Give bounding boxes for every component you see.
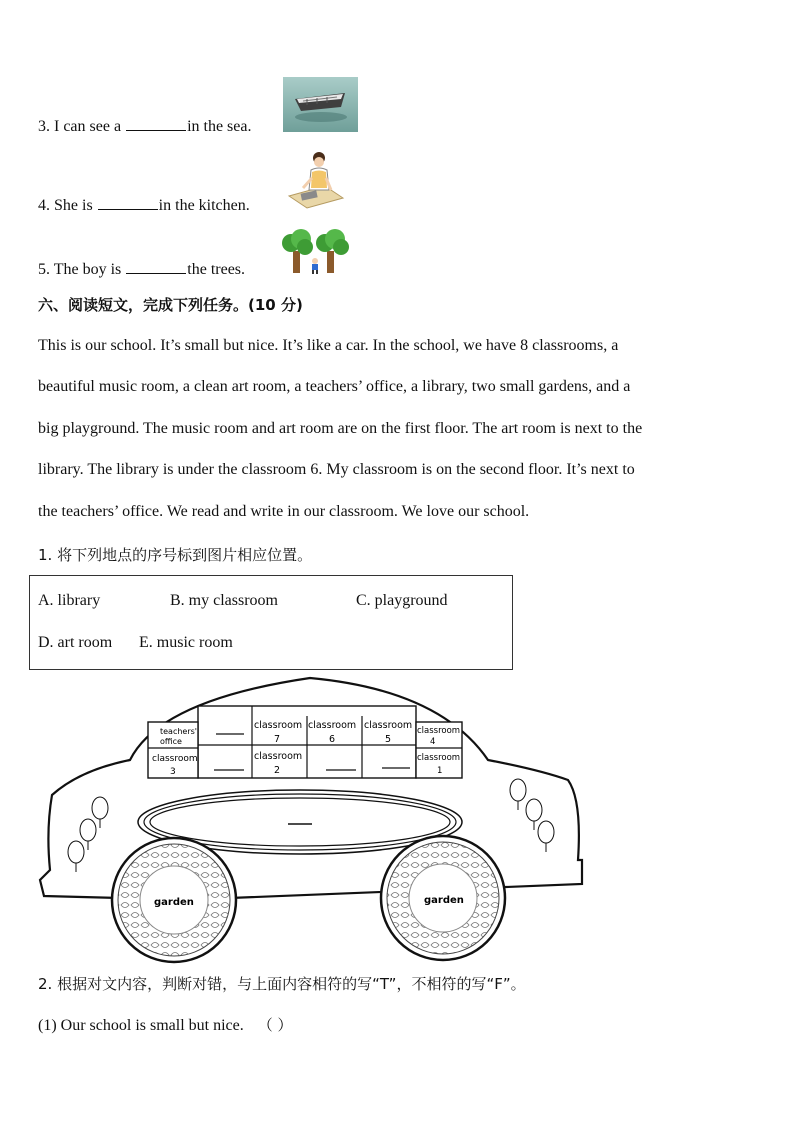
task2-instruction: 2. 根据对文内容，判断对错，与上面内容相符的写“T”，不相符的写“F”。 — [38, 975, 526, 993]
teachers-office-label: teachers' — [160, 727, 198, 736]
option-c: C. playground — [356, 592, 448, 609]
garden-right-label: garden — [424, 895, 464, 906]
exercise-4-text-end: in the kitchen. — [158, 197, 250, 214]
answer-blank[interactable] — [126, 116, 186, 131]
woman-cooking-picture — [285, 148, 347, 210]
teachers-office-label: office — [160, 737, 182, 746]
option-b: B. my classroom — [170, 592, 278, 609]
exercise-3 — [38, 116, 251, 136]
boat-picture — [283, 77, 358, 132]
classroom-3-number: 3 — [170, 767, 176, 777]
exercise-5-text: 5. The boy is — [38, 261, 126, 278]
exercise-5 — [38, 259, 245, 279]
answer-paren[interactable]: （ ） — [257, 1016, 293, 1034]
statement-1 — [38, 1014, 293, 1035]
school-car-diagram — [38, 672, 588, 964]
classroom-2-number: 2 — [274, 765, 281, 776]
task1-instruction: 1. 将下列地点的序号标到图片相应位置。 — [38, 546, 313, 564]
option-d: D. art room — [38, 634, 113, 651]
classroom-6-number: 6 — [329, 734, 336, 745]
exercise-5-text-end: the trees. — [187, 261, 246, 278]
classroom-5-label: classroom — [364, 720, 413, 731]
passage-line: This is our school. It’s small but nice. It’s like a car. In the school, we have 8 classrooms, a — [38, 337, 619, 354]
garden-left-label: garden — [154, 897, 194, 908]
passage-line: library. The library is under the classroom 6. My classroom is on the second floor. It’s next to — [38, 461, 635, 478]
answer-blank[interactable] — [126, 259, 186, 274]
classroom-1-label: classroom — [417, 753, 461, 763]
exercise-4-text: 4. She is — [38, 197, 97, 214]
exercise-4 — [38, 195, 250, 215]
classroom-6-label: classroom — [308, 720, 357, 731]
section-heading: 六、阅读短文，完成下列任务。(10 分) — [38, 296, 303, 314]
passage-line: beautiful music room, a clean art room, a teachers’ office, a library, two small gardens, and a — [38, 378, 631, 395]
classroom-7-label: classroom — [254, 720, 303, 731]
classroom-4-label: classroom — [417, 726, 461, 736]
options-box — [29, 575, 513, 670]
answer-blank[interactable] — [98, 195, 158, 210]
classroom-7-number: 7 — [274, 734, 281, 745]
passage-line: the teachers’ office. We read and write in our classroom. We love our school. — [38, 503, 530, 520]
classroom-3-label: classroom — [152, 754, 198, 764]
exercise-3-text: 3. I can see a — [38, 118, 126, 135]
exercise-3-text-end: in the sea. — [187, 118, 252, 135]
option-a: A. library — [38, 592, 101, 609]
passage-line: big playground. The music room and art room are on the first floor. The art room is next to the — [38, 420, 643, 437]
classroom-4-number: 4 — [430, 737, 436, 747]
boy-trees-picture — [281, 229, 349, 274]
statement-1-text: (1) Our school is small but nice. — [38, 1017, 244, 1034]
classroom-1-number: 1 — [437, 766, 443, 776]
classroom-5-number: 5 — [385, 734, 392, 745]
option-e: E. music room — [139, 634, 233, 651]
classroom-2-label: classroom — [254, 751, 303, 762]
